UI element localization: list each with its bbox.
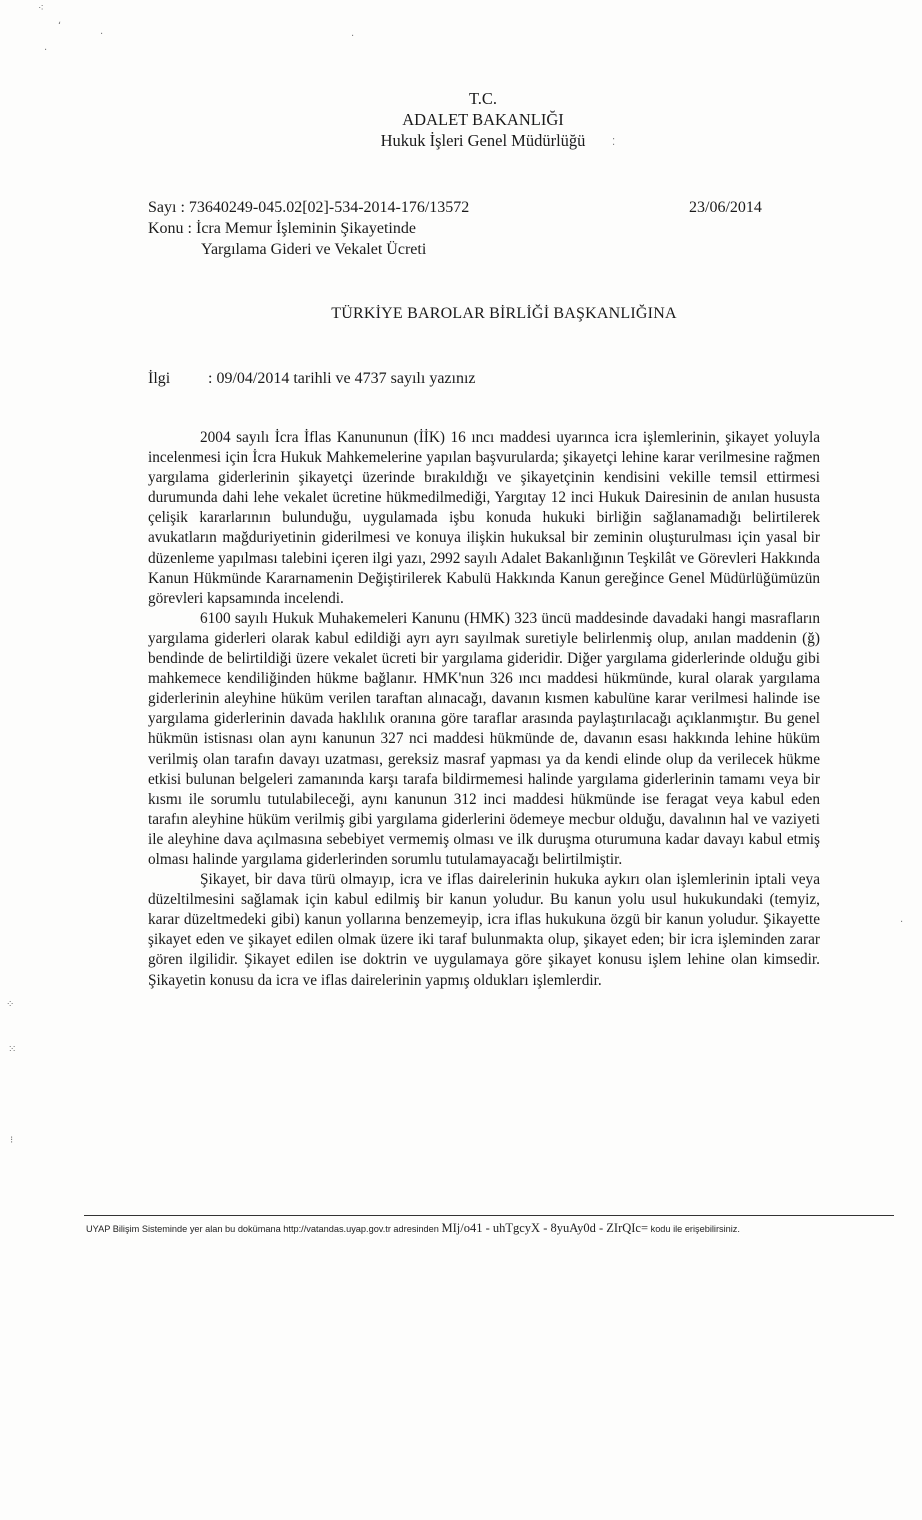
scan-speck: · [44, 45, 48, 56]
subject-line-1: Konu : İcra Memur İşleminin Şikayetinde [148, 220, 416, 237]
scan-speck: ⁙ [8, 1044, 17, 1055]
letterhead-line-directorate: Hukuk İşleri Genel Müdürlüğü [380, 131, 586, 150]
footer-text: UYAP Bilişim Sisteminde yer alan bu dokümana http://vatandas.uyap.gov.tr adresinden [86, 1224, 439, 1234]
body-paragraph-2: 6100 sayılı Hukuk Muhakemeleri Kanunu (HMK) 323 üncü maddesinde davadaki hangi masrafların yargılama giderleri olarak kabul edildiği ayrı ayrı sayılmak suretiyle belirlenmiş olup, anılan maddenin (ğ) bendinde de belirtildiği üzere vekalet ücreti bir yargılama gideridir. Diğer yargılama giderlerinde olduğu gibi mahkemece kendiliğinden hükme bağlanır. HMK'nun 326 ıncı maddesi hükmünde, kural olarak yargılama giderlerinin aleyhine hüküm verilen taraftan alınacağı, davanın kısmen kabulüne karar verilmesi halinde ise yargılama giderlerinin davada haklılık oranına göre taraflar arasında paylaştırılacağı açıklanmıştır. Bu genel hükmün istisnası olan aynı kanunun 327 nci maddesi hükmünde de, davanın esası hakkında lehine hüküm verilmiş olan tarafın davayı uzatması, gereksiz masraf yapması ya da kendi elinde olup da verilecek hükme etkisi bulunan belgeleri zamanında karşı tarafa bildirmemesi halinde yargılama giderlerinin tamamı veya bir kısmı ile sorumlu tutulabileceği, aynı kanunun 312 inci maddesi hükmünde ise feragat veya kabul eden tarafın aleyhine hüküm verilmiş gibi yargılama giderlerini ödemeye mecbur olduğu, davalının hal ve vaziyeti ile aleyhine dava açılmasına sebebiyet vermemiş olması ve ilk duruşma oturumuna kadar davayı kabul etmiş olması halinde yargılama giderlerinden sorumlu tutulamayacağı belirtilmiştir. [148, 609, 820, 868]
scan-speck: ⁘ [6, 999, 15, 1010]
scan-speck: ʻ [58, 21, 62, 32]
document-date: 23/06/2014 [689, 199, 762, 216]
ilgi-text: : 09/04/2014 tarihli ve 4737 sayılı yazınız [208, 370, 476, 387]
letterhead-line-ministry: ADALET BAKANLIĞI [402, 110, 564, 129]
subject-line-2: Yargılama Gideri ve Vekalet Ücreti [201, 241, 427, 258]
scan-speck: · [100, 29, 104, 40]
scan-speck: · [351, 31, 355, 42]
reference-ilgi [148, 368, 476, 389]
ilgi-label: İlgi [148, 370, 171, 387]
reference-block [148, 197, 469, 260]
scan-speck: ⁚ [612, 137, 616, 148]
body-paragraph-3: Şikayet, bir dava türü olmayıp, icra ve iflas dairelerinin hukuka aykırı olan işlemlerinin iptali veya düzeltilmesini sağlamak için kabul edilmiş bir kanun yoludur. Bu kanun yolu usul hukukundaki (temyiz, karar düzeltmedeki gibi) kanun yollarına benzemeyip, icra iflas hukukuna özgü bir kanun yoludur. Şikayette şikayet eden ve şikayet edilen olmak üzere iki taraf bulunmakta olup, şikayet eden; bir icra işleminden zarar gören ilgilidir. Şikayet edilen ise doktrin ve uygulamaya göre şikayet konusu işlem lehine olan kimsedir. Şikayetin konusu da icra ve iflas dairelerinin yapmış oldukları işlemlerdir. [148, 871, 820, 989]
scan-speck: ⁝ [10, 1135, 14, 1146]
footer-verification [86, 1221, 740, 1236]
scan-speck: ⁖ [38, 3, 44, 14]
footer-divider [84, 1215, 894, 1216]
recipient-heading: TÜRKİYE BAROLAR BİRLİĞİ BAŞKANLIĞINA [331, 305, 677, 322]
scan-speck: · [900, 917, 904, 928]
body-paragraph-1: 2004 sayılı İcra İflas Kanununun (İİK) 16 ıncı maddesi uyarınca icra işlemlerinin, şikayet yoluyla incelenmesi için İcra Hukuk Mahkemelerine yapılan başvurularda; şikayetçi lehine karar verilmesine rağmen yargılama giderlerinin şikayetçi üzerinde bırakıldığı ve şikayetçinin kendisini vekille temsil ettirmesi durumunda dahi lehe vekalet ücretine hükmedilmediği, Yargıtay 12 inci Hukuk Dairesinin de anılan hususta çelişik kararlarının bulunduğu, uygulamada işbu konuda hukuki birliğin sağlanamadığı belirtilerek avukatların mağduriyetinin giderilmesi ve konuya ilişkin hukuksal bir zeminin oluşturulması için yasal bir düzenleme yapılması talebini içeren ilgi yazı, 2992 sayılı Adalet Bakanlığının Teşkilât ve Görevleri Hakkında Kanun Hükmünde Kararnamenin Değiştirilerek Kabulü Hakkında Kanun gereğince Genel Müdürlüğümüzün görevleri kapsamında incelendi. [148, 429, 820, 607]
reference-number: Sayı : 73640249-045.02[02]-534-2014-176/13572 [148, 199, 470, 216]
letter-body [148, 428, 820, 991]
letterhead [0, 88, 922, 151]
footer-suffix: kodu ile erişebilirsiniz. [650, 1224, 740, 1234]
letterhead-line-tc: T.C. [468, 89, 498, 108]
verification-code: MIj/o41 - uhTgcyX - 8yuAy0d - ZIrQIc= [441, 1221, 649, 1235]
